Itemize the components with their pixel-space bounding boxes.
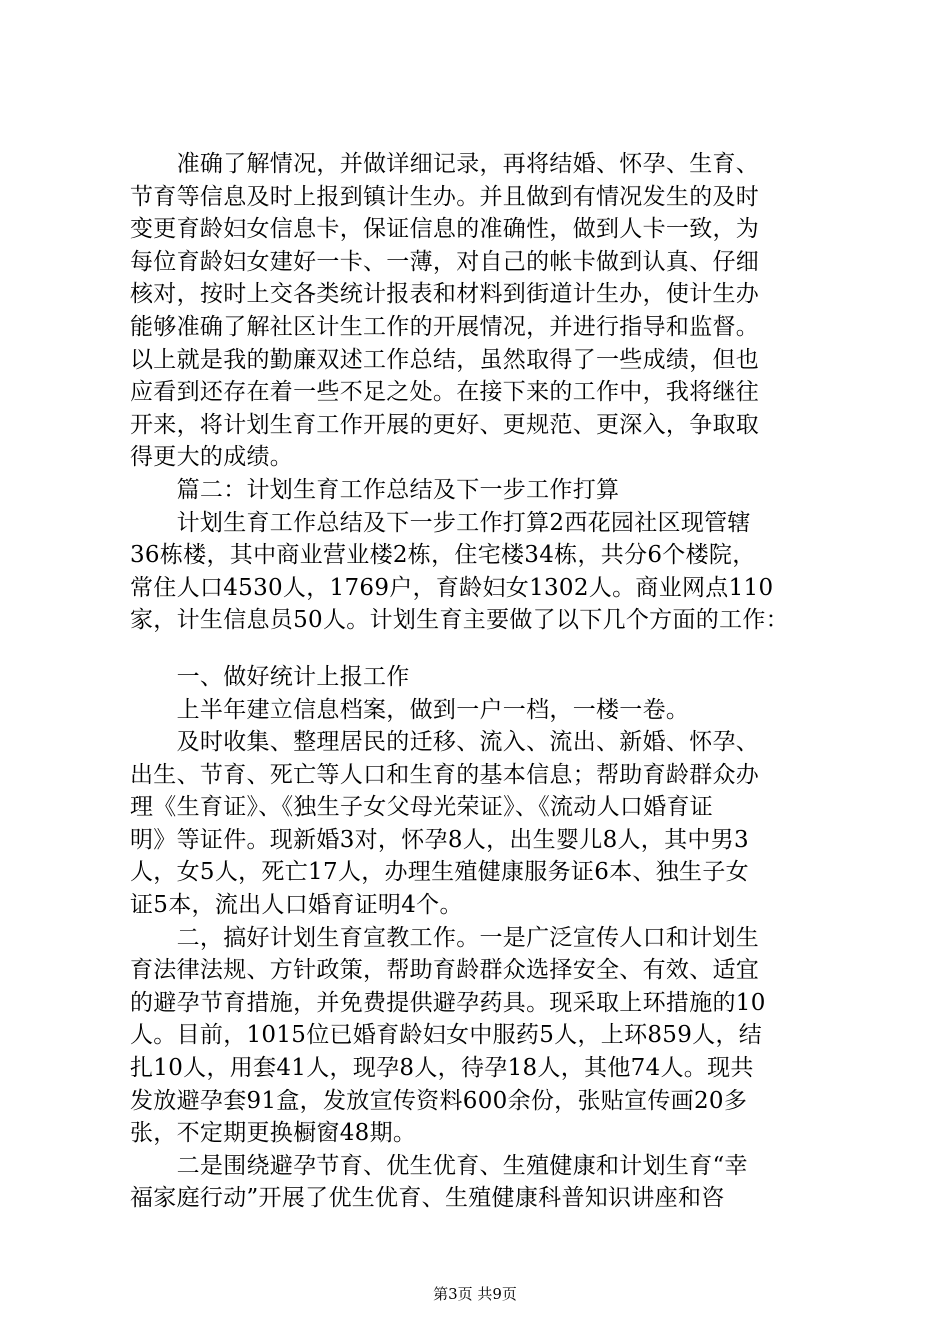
- text-line: 发放避孕套91盒，发放宣传资料600余份，张贴宣传画20多: [130, 1087, 748, 1114]
- text-line: 明》等证件。现新婚3对，怀孕8人，出生婴儿8人，其中男3: [130, 826, 749, 853]
- text-line: 常住人口4530人，1769户，育龄妇女1302人。商业网点110: [130, 574, 774, 601]
- text-line: 二，搞好计划生育宣教工作。一是广泛宣传人口和计划生: [130, 924, 760, 951]
- text-line: 36栋楼，其中商业营业楼2栋，住宅楼34栋，共分6个楼院，: [130, 542, 756, 569]
- text-line: 张，不定期更换橱窗48期。: [130, 1120, 417, 1147]
- text-line: 人。目前，1015位已婚育龄妇女中服药5人，上环859人，结: [130, 1022, 763, 1049]
- section-heading: 一、做好统计上报工作: [130, 663, 410, 690]
- paragraph-gap: [130, 637, 830, 661]
- text-line: 核对，按时上交各类统计报表和材料到街道计生办，使计生办: [130, 281, 760, 308]
- text-line: 育法律法规、方针政策，帮助育龄群众选择安全、有效、适宜: [130, 957, 760, 984]
- text-line: 准确了解情况，并做详细记录，再将结婚、怀孕、生育、: [130, 151, 760, 177]
- section-heading: 篇二：计划生育工作总结及下一步工作打算: [130, 476, 620, 503]
- text-line: 上半年建立信息档案，做到一户一档，一楼一卷。: [130, 696, 690, 723]
- text-line: 福家庭行动”开展了优生优育、生殖健康科普知识讲座和咨: [130, 1185, 725, 1212]
- text-line: 证5本，流出人口婚育证明4个。: [130, 892, 463, 919]
- text-line: 应看到还存在着一些不足之处。在接下来的工作中，我将继往: [130, 379, 760, 406]
- text-line: 扎10人，用套41人，现孕8人，待孕18人，其他74人。现共: [130, 1055, 754, 1082]
- text-line: 得更大的成绩。: [130, 444, 294, 471]
- text-line: 能够准确了解社区计生工作的开展情况，并进行指导和监督。: [130, 313, 760, 340]
- text-line: 出生、节育、死亡等人口和生育的基本信息；帮助育龄群众办: [130, 761, 760, 788]
- text-line: 家，计生信息员50人。计划生育主要做了以下几个方面的工作：: [130, 607, 789, 634]
- text-line: 二是围绕避孕节育、优生优育、生殖健康和计划生育“幸: [130, 1152, 748, 1179]
- text-line: 每位育龄妇女建好一卡、一薄，对自己的帐卡做到认真、仔细: [130, 248, 760, 275]
- page-number-footer: 第3页 共9页: [433, 1285, 517, 1303]
- text-line: 及时收集、整理居民的迁移、流入、流出、新婚、怀孕、: [130, 729, 760, 756]
- text-line: 理《生育证》、《独生子女父母光荣证》、《流动人口婚育证: [130, 794, 714, 821]
- text-line: 计划生育工作总结及下一步工作打算2西花园社区现管辖: [130, 509, 751, 536]
- text-line: 开来，将计划生育工作开展的更好、更规范、更深入，争取取: [130, 411, 760, 438]
- text-line: 节育等信息及时上报到镇计生办。并且做到有情况发生的及时: [130, 183, 760, 210]
- text-line: 以上就是我的勤廉双述工作总结，虽然取得了一些成绩，但也: [130, 346, 760, 373]
- document-body: [130, 148, 830, 1215]
- text-line: 的避孕节育措施，并免费提供避孕药具。现采取上环措施的10: [130, 989, 766, 1016]
- text-line: 变更育龄妇女信息卡，保证信息的准确性，做到人卡一致，为: [130, 216, 760, 243]
- text-line: 人，女5人，死亡17人，办理生殖健康服务证6本、独生子女: [130, 859, 749, 886]
